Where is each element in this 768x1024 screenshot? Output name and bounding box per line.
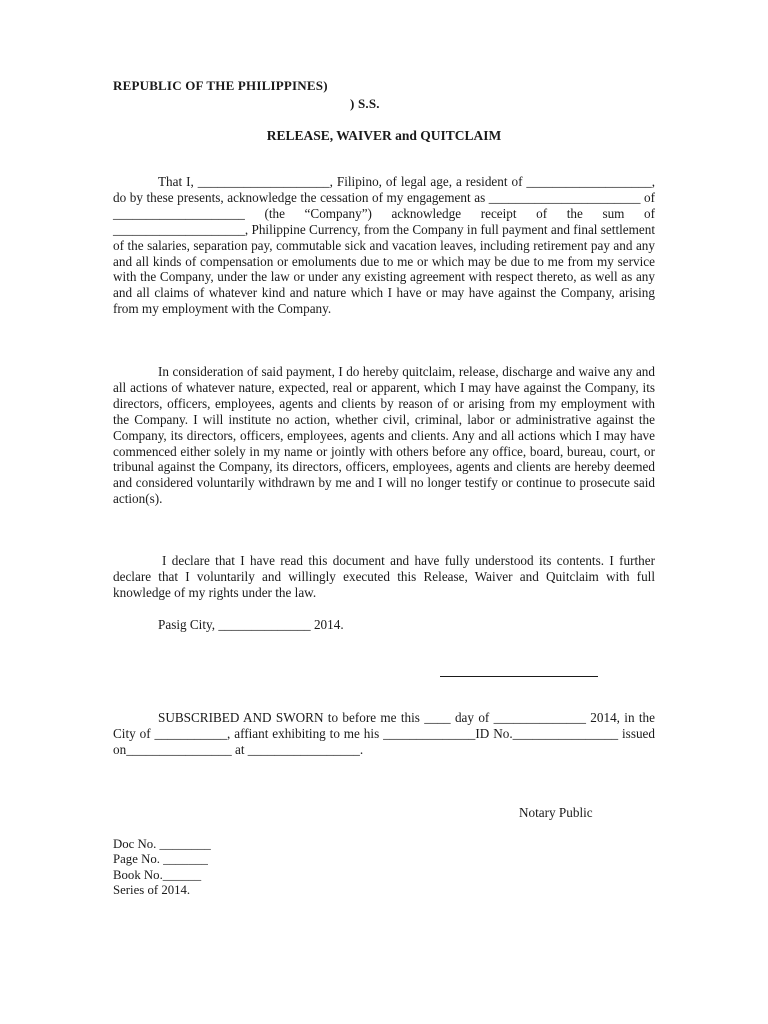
republic-header: REPUBLIC OF THE PHILIPPINES): [113, 78, 328, 93]
notarial-register-block: [113, 837, 211, 898]
page-number: Page No. _______: [113, 852, 208, 867]
paragraph-declaration: I declare that I have read this document and have fully understood its contents. I further declare that I voluntarily and willingly executed this Release, Waiver and Quitclaim with full knowledge of my rights under the law.: [113, 553, 655, 600]
doc-number: Doc No. ________: [113, 837, 211, 851]
notary-public-label: Notary Public: [519, 805, 593, 820]
paragraph-quitclaim: In consideration of said payment, I do hereby quitclaim, release, discharge and waive any and all actions of whatever nature, expected, real or apparent, which I may have against the Company, its directors, officers, employees, agents and clients by reason of or arising from my employment with the Company. I will institute no action, whether civil, criminal, labor or administrative against the Company, its directors, officers, employees, agents and clients. Any and all actions which I may have commenced either solely in my name or jointly with others before any office, board, bureau, court, or tribunal against the Company, its directors, officers, employees, agents and clients are hereby deemed and considered voluntarily withdrawn by me and I will no longer testify or continue to prosecute said action(s).: [113, 364, 655, 507]
paragraph-release: That I, ____________________, Filipino, of legal age, a resident of ___________________, do by these presents, acknowledge the cessation of my engagement as _______________________ of ____________________ (the “Company”) acknowledge receipt of the sum of ____________________, Philippine Currency, from the Company in full payment and final settlement of the salaries, separation pay, commutable sick and vacation leaves, including retirement pay and any and all kinds of compensation or emoluments due to me or which may be due to me from my service with the Company, under the law or under any existing agreement with respect thereto, as well as any and all claims of whatever kind and nature which I have or may have against the Company, arising from my employment with the Company.: [113, 174, 655, 317]
jurat-paragraph: SUBSCRIBED AND SWORN to before me this ____ day of ______________ 2014, in the City of ___________, affiant exhibiting to me his ______________ID No.________________ issued on________________ at _________________.: [113, 710, 655, 757]
place-date-line: Pasig City, ______________ 2014.: [158, 617, 344, 632]
affiant-signature-line: [440, 676, 598, 677]
ss-header: ) S.S.: [350, 96, 380, 111]
series-year: Series of 2014.: [113, 882, 191, 897]
document-title: RELEASE, WAIVER and QUITCLAIM: [266, 128, 502, 143]
book-number: Book No.______: [113, 867, 202, 882]
